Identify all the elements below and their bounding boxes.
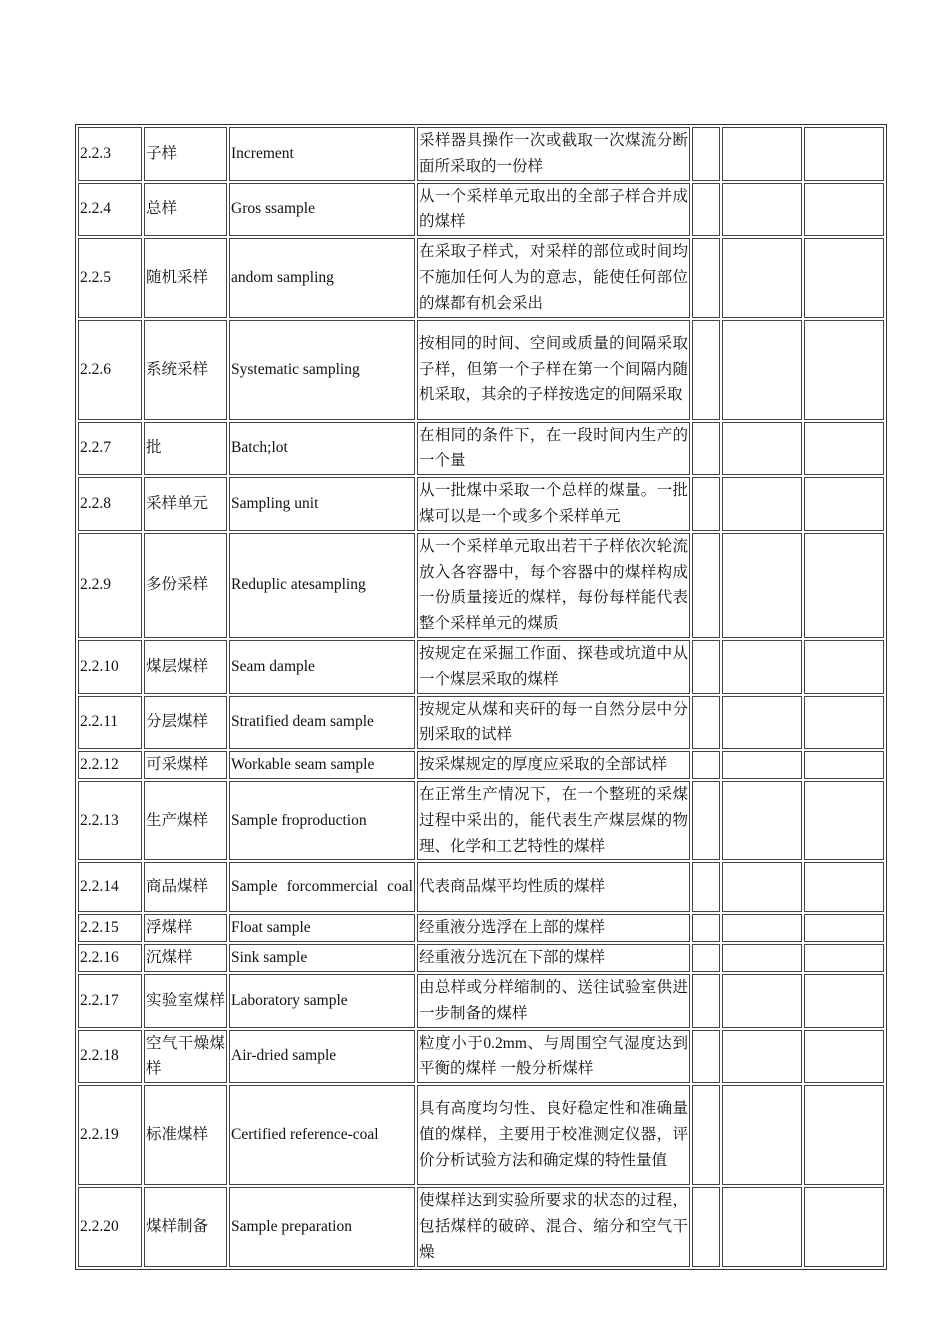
term-code-cell: 2.2.18 xyxy=(78,1030,142,1084)
empty-cell xyxy=(692,781,720,860)
term-english-cell: Seam dample xyxy=(229,640,415,694)
table-row xyxy=(78,974,884,1028)
term-english-cell: Sample froproduction xyxy=(229,781,415,860)
empty-cell xyxy=(692,533,720,638)
term-english-cell: Stratified deam sample xyxy=(229,696,415,750)
table-row xyxy=(78,696,884,750)
term-chinese-cell: 批 xyxy=(144,422,227,476)
term-english-cell: Air-dried sample xyxy=(229,1030,415,1084)
empty-cell xyxy=(692,422,720,476)
term-code-cell: 2.2.19 xyxy=(78,1085,142,1185)
term-definition-cell: 采样器具操作一次或截取一次煤流分断面所采取的一份样 xyxy=(417,127,690,181)
term-definition-cell: 经重液分选沉在下部的煤样 xyxy=(417,944,690,972)
term-english-cell: Sample preparation xyxy=(229,1187,415,1266)
empty-cell xyxy=(722,320,802,420)
empty-cell xyxy=(804,477,884,531)
term-english-cell: Certified reference-coal xyxy=(229,1085,415,1185)
table-row xyxy=(78,127,884,181)
table-row xyxy=(78,862,884,912)
term-chinese-cell: 标准煤样 xyxy=(144,1085,227,1185)
empty-cell xyxy=(722,127,802,181)
empty-cell xyxy=(722,422,802,476)
empty-cell xyxy=(722,1187,802,1266)
term-chinese-cell: 随机采样 xyxy=(144,238,227,317)
empty-cell xyxy=(692,640,720,694)
term-code-cell: 2.2.4 xyxy=(78,183,142,237)
empty-cell xyxy=(804,751,884,779)
term-definition-cell: 从一批煤中采取一个总样的煤量。一批煤可以是一个或多个采样单元 xyxy=(417,477,690,531)
term-chinese-cell: 煤层煤样 xyxy=(144,640,227,694)
term-definition-cell: 按规定从煤和夹矸的每一自然分层中分别采取的试样 xyxy=(417,696,690,750)
term-code-cell: 2.2.10 xyxy=(78,640,142,694)
table-row xyxy=(78,183,884,237)
empty-cell xyxy=(692,751,720,779)
empty-cell xyxy=(692,914,720,942)
term-definition-cell: 按采煤规定的厚度应采取的全部试样 xyxy=(417,751,690,779)
empty-cell xyxy=(692,1085,720,1185)
empty-cell xyxy=(692,238,720,317)
empty-cell xyxy=(692,320,720,420)
term-english-cell: Laboratory sample xyxy=(229,974,415,1028)
table-row xyxy=(78,914,884,942)
empty-cell xyxy=(804,696,884,750)
term-english-cell: andom sampling xyxy=(229,238,415,317)
empty-cell xyxy=(804,640,884,694)
term-code-cell: 2.2.16 xyxy=(78,944,142,972)
term-code-cell: 2.2.14 xyxy=(78,862,142,912)
empty-cell xyxy=(804,320,884,420)
empty-cell xyxy=(692,127,720,181)
empty-cell xyxy=(804,974,884,1028)
empty-cell xyxy=(804,1187,884,1266)
term-chinese-cell: 商品煤样 xyxy=(144,862,227,912)
term-code-cell: 2.2.15 xyxy=(78,914,142,942)
term-chinese-cell: 实验室煤样 xyxy=(144,974,227,1028)
term-code-cell: 2.2.20 xyxy=(78,1187,142,1266)
term-english-cell: Workable seam sample xyxy=(229,751,415,779)
term-english-cell: Sink sample xyxy=(229,944,415,972)
term-definition-cell: 从一个采样单元取出若干子样依次轮流放入各容器中，每个容器中的煤样构成一份质量接近的煤样，每份每样能代表整个采样单元的煤质 xyxy=(417,533,690,638)
term-code-cell: 2.2.3 xyxy=(78,127,142,181)
empty-cell xyxy=(722,1030,802,1084)
empty-cell xyxy=(804,944,884,972)
term-definition-cell: 使煤样达到实验所要求的状态的过程，包括煤样的破碎、混合、缩分和空气干燥 xyxy=(417,1187,690,1266)
term-chinese-cell: 总样 xyxy=(144,183,227,237)
empty-cell xyxy=(722,238,802,317)
empty-cell xyxy=(722,862,802,912)
table-row xyxy=(78,1187,884,1266)
empty-cell xyxy=(692,696,720,750)
terms-table xyxy=(75,124,887,1270)
terms-table-body xyxy=(78,127,884,1267)
term-definition-cell: 按规定在采掘工作面、探巷或坑道中从一个煤层采取的煤样 xyxy=(417,640,690,694)
empty-cell xyxy=(804,1030,884,1084)
empty-cell xyxy=(692,974,720,1028)
term-definition-cell: 经重液分选浮在上部的煤样 xyxy=(417,914,690,942)
empty-cell xyxy=(722,944,802,972)
term-code-cell: 2.2.5 xyxy=(78,238,142,317)
term-english-cell: Reduplic atesampling xyxy=(229,533,415,638)
term-chinese-cell: 沉煤样 xyxy=(144,944,227,972)
table-row xyxy=(78,1030,884,1084)
term-chinese-cell: 煤样制备 xyxy=(144,1187,227,1266)
term-code-cell: 2.2.6 xyxy=(78,320,142,420)
table-row xyxy=(78,422,884,476)
term-definition-cell: 具有高度均匀性、良好稳定性和准确量值的煤样，主要用于校准测定仪器，评价分析试验方法和确定煤的特性量值 xyxy=(417,1085,690,1185)
empty-cell xyxy=(722,640,802,694)
table-row xyxy=(78,751,884,779)
empty-cell xyxy=(722,974,802,1028)
empty-cell xyxy=(722,183,802,237)
term-chinese-cell: 系统采样 xyxy=(144,320,227,420)
term-english-cell: Systematic sampling xyxy=(229,320,415,420)
empty-cell xyxy=(722,477,802,531)
empty-cell xyxy=(804,422,884,476)
term-definition-cell: 在采取子样式，对采样的部位或时间均不施加任何人为的意志，能使任何部位的煤都有机会采出 xyxy=(417,238,690,317)
empty-cell xyxy=(722,781,802,860)
term-chinese-cell: 生产煤样 xyxy=(144,781,227,860)
empty-cell xyxy=(692,862,720,912)
empty-cell xyxy=(692,1187,720,1266)
table-row xyxy=(78,944,884,972)
term-english-cell: Gros ssample xyxy=(229,183,415,237)
term-chinese-cell: 子样 xyxy=(144,127,227,181)
document-page xyxy=(75,124,887,1270)
empty-cell xyxy=(692,477,720,531)
empty-cell xyxy=(804,183,884,237)
term-chinese-cell: 浮煤样 xyxy=(144,914,227,942)
term-definition-cell: 代表商品煤平均性质的煤样 xyxy=(417,862,690,912)
term-english-cell: Batch;lot xyxy=(229,422,415,476)
term-chinese-cell: 采样单元 xyxy=(144,477,227,531)
empty-cell xyxy=(692,944,720,972)
table-row xyxy=(78,238,884,317)
table-row xyxy=(78,533,884,638)
term-definition-cell: 在正常生产情况下，在一个整班的采煤过程中采出的，能代表生产煤层煤的物理、化学和工艺特性的煤样 xyxy=(417,781,690,860)
empty-cell xyxy=(804,127,884,181)
term-code-cell: 2.2.8 xyxy=(78,477,142,531)
term-definition-cell: 从一个采样单元取出的全部子样合并成的煤样 xyxy=(417,183,690,237)
term-english-cell: Float sample xyxy=(229,914,415,942)
term-code-cell: 2.2.7 xyxy=(78,422,142,476)
table-row xyxy=(78,1085,884,1185)
empty-cell xyxy=(804,533,884,638)
empty-cell xyxy=(722,696,802,750)
empty-cell xyxy=(804,1085,884,1185)
empty-cell xyxy=(692,1030,720,1084)
empty-cell xyxy=(722,751,802,779)
table-row xyxy=(78,320,884,420)
term-english-cell: Sampling unit xyxy=(229,477,415,531)
empty-cell xyxy=(804,781,884,860)
term-code-cell: 2.2.9 xyxy=(78,533,142,638)
term-code-cell: 2.2.13 xyxy=(78,781,142,860)
term-definition-cell: 由总样或分样缩制的、送往试验室供进一步制备的煤样 xyxy=(417,974,690,1028)
term-definition-cell: 在相同的条件下，在一段时间内生产的一个量 xyxy=(417,422,690,476)
term-code-cell: 2.2.17 xyxy=(78,974,142,1028)
table-row xyxy=(78,781,884,860)
empty-cell xyxy=(804,862,884,912)
table-row xyxy=(78,477,884,531)
term-chinese-cell: 空气干燥煤样 xyxy=(144,1030,227,1084)
term-definition-cell: 粒度小于0.2mm、与周围空气湿度达到平衡的煤样 一般分析煤样 xyxy=(417,1030,690,1084)
table-row xyxy=(78,640,884,694)
empty-cell xyxy=(804,914,884,942)
term-english-cell: Increment xyxy=(229,127,415,181)
empty-cell xyxy=(722,914,802,942)
term-english-cell: Sample forcommercial coal xyxy=(229,862,415,912)
empty-cell xyxy=(722,1085,802,1185)
term-chinese-cell: 分层煤样 xyxy=(144,696,227,750)
term-code-cell: 2.2.12 xyxy=(78,751,142,779)
term-definition-cell: 按相同的时间、空间或质量的间隔采取子样，但第一个子样在第一个间隔内随机采取，其余的子样按选定的间隔采取 xyxy=(417,320,690,420)
empty-cell xyxy=(722,533,802,638)
term-code-cell: 2.2.11 xyxy=(78,696,142,750)
term-chinese-cell: 可采煤样 xyxy=(144,751,227,779)
empty-cell xyxy=(804,238,884,317)
empty-cell xyxy=(692,183,720,237)
term-chinese-cell: 多份采样 xyxy=(144,533,227,638)
